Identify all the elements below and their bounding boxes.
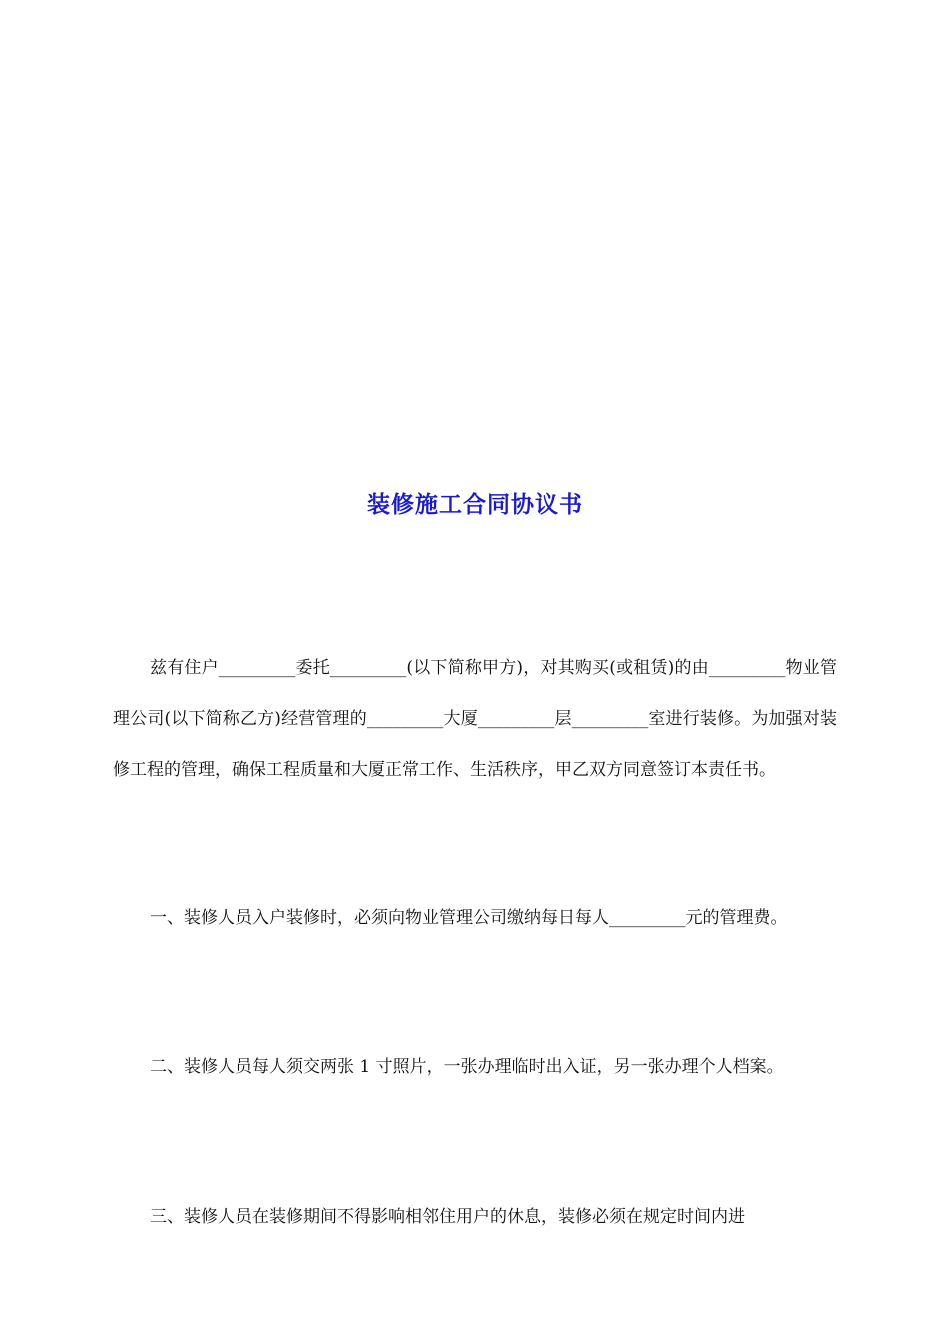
intro-paragraph: 兹有住户_________委托_________(以下简称甲方)，对其购买(或租赁)的由_________物业管理公司(以下简称乙方)经营管理的_________大厦_________层_________室进行装修。为加强对装修工程的管理，确保工程质量和大厦正常工作、生活秩序，甲乙双方同意签订本责任书。: [113, 658, 837, 780]
clause-1: 一、装修人员入户装修时，必须向物业管理公司缴纳每日每人_________元的管理费。: [150, 908, 788, 928]
clause-2: 二、装修人员每人须交两张 1 寸照片，一张办理临时出入证，另一张办理个人档案。: [150, 1057, 784, 1077]
clause-3: 三、装修人员在装修期间不得影响相邻住用户的休息，装修必须在规定时间内进: [150, 1207, 745, 1227]
document-title: 装修施工合同协议书: [367, 491, 583, 518]
